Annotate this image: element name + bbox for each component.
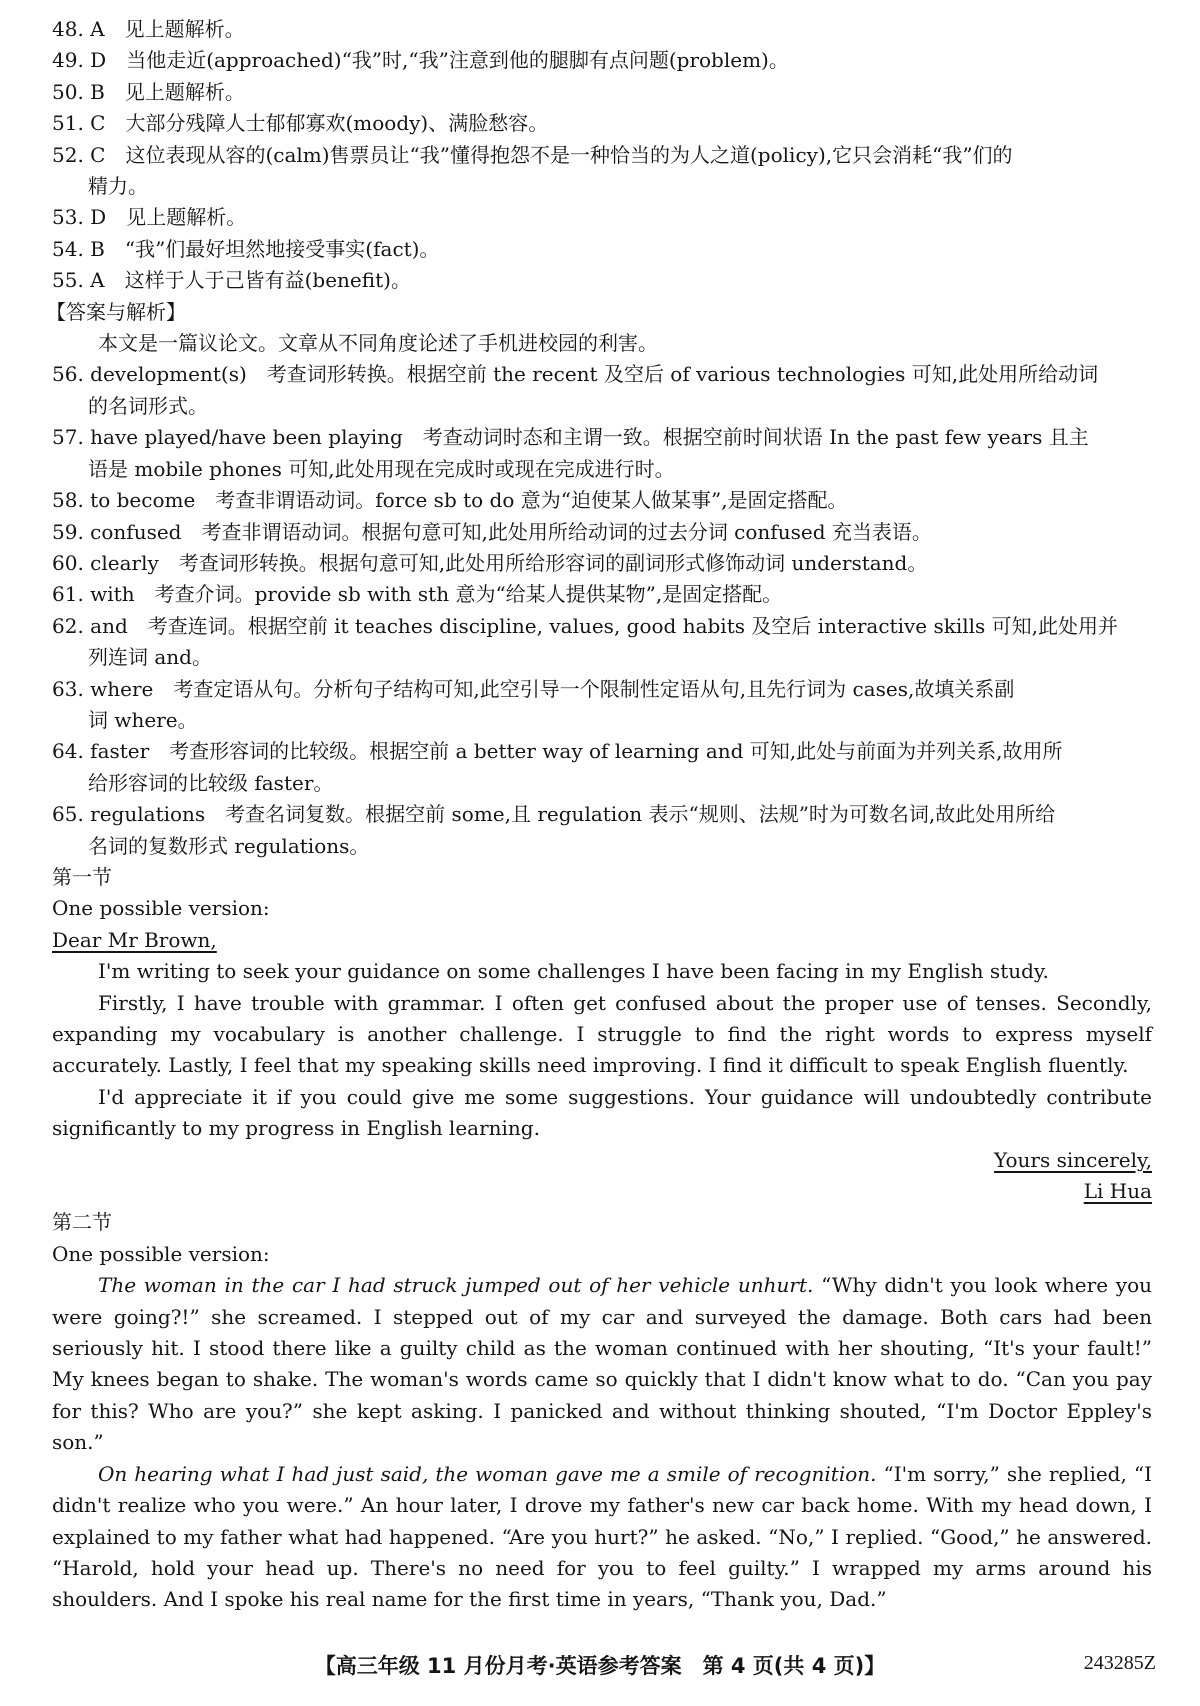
answer-line: 56. development(s) 考查词形转换。根据空前 the recent 及空后 of various technologies 可知,此处用所给动词 [52, 362, 1099, 387]
section-header: 【答案与解析】 [46, 299, 186, 324]
answer-line: 61. with 考查介词。provide sb with sth 意为“给某人提供某物”,是固定搭配。 [52, 582, 783, 607]
answer-line: 50. B 见上题解析。 [52, 79, 245, 104]
answer-line: 54. B “我”们最好坦然地接受事实(fact)。 [52, 236, 440, 261]
answer-line-continued: 精力。 [88, 174, 148, 199]
answer-line: 57. have played/have been playing 考查动词时态和主谓一致。根据空前时间状语 In the past few years 且主 [52, 425, 1089, 450]
answer-line: 52. C 这位表现从容的(calm)售票员让“我”懂得抱怨不是一种恰当的为人之道(policy),它只会消耗“我”们的 [52, 142, 1013, 167]
answer-line-continued: 给形容词的比较级 faster。 [88, 770, 334, 795]
answer-line: 59. confused 考查非谓语动词。根据句意可知,此处用所给动词的过去分词 confused 充当表语。 [52, 519, 932, 544]
answer-line: 64. faster 考查形容词的比较级。根据空前 a better way of learning and 可知,此处与前面为并列关系,故用所 [52, 739, 1063, 764]
answer-line: 51. C 大部分残障人士郁郁寡欢(moody)、满脸愁容。 [52, 111, 549, 136]
paper-code: 243285Z [1083, 1652, 1156, 1674]
answer-line: 49. D 当他走近(approached)“我”时,“我”注意到他的腿脚有点问题(problem)。 [52, 48, 789, 73]
writing-section-1 [52, 862, 1152, 1207]
answer-line: 63. where 考查定语从句。分析句子结构可知,此空引导一个限制性定语从句,且先行词为 cases,故填关系副 [52, 676, 1015, 701]
section-heading: 第一节 [52, 864, 112, 889]
letter-paragraph: I'd appreciate it if you could give me some suggestions. Your guidance will undoubtedly contribute significantly to my progress in English learning. [52, 1084, 1152, 1141]
writing-section-2 [52, 1207, 1152, 1615]
answer-line: 60. clearly 考查词形转换。根据句意可知,此处用所给形容词的副词形式修饰动词 understand。 [52, 550, 928, 575]
answer-line-continued: 名词的复数形式 regulations。 [88, 833, 370, 858]
answer-line-continued: 的名词形式。 [88, 393, 208, 418]
given-opening-sentence: The woman in the car I had struck jumped out of her vehicle unhurt. [98, 1273, 814, 1298]
answer-line: 48. A 见上题解析。 [52, 17, 245, 41]
answer-line-continued: 语是 mobile phones 可知,此处用现在完成时或现在完成进行时。 [88, 456, 675, 481]
answer-line-continued: 列连词 and。 [88, 645, 212, 670]
version-label: One possible version: [52, 896, 270, 921]
given-opening-sentence: On hearing what I had just said, the woman gave me a smile of recognition. [98, 1461, 877, 1486]
letter-paragraph: Firstly, I have trouble with grammar. I often get confused about the proper use of tenses. Secondly, expanding my vocabulary is another challenge. I struggle to find the right words to express myself accurately. Lastly, I feel that my speaking skills need improving. I find it difficult to speak English fluently. [52, 990, 1152, 1078]
answer-line: 53. D 见上题解析。 [52, 205, 247, 230]
letter-paragraph: I'm writing to seek your guidance on some challenges I have been facing in my English study. [98, 959, 1049, 984]
answer-key-page [46, 14, 1152, 1616]
passage-intro: 本文是一篇议论文。文章从不同角度论述了手机进校园的利害。 [98, 331, 658, 356]
answer-line: 65. regulations 考查名词复数。根据空前 some,且 regulation 表示“规则、法规”时为可数名词,故此处用所给 [52, 802, 1056, 827]
page-footer: 【高三年级 11 月份月考·英语参考答案 第 4 页(共 4 页)】 [314, 1654, 886, 1678]
story-text: “I'm sorry,” she replied, “I didn't realize who you were.” An hour later, I drove my father's new car back home. With my head down, I explained to my father what had happened. “Are you hurt?” he asked. “No,” I replied. “Good,” he answered. “Harold, hold your head up. There's no need for you to feel guilty.” I wrapped my arms around his shoulders. And I spoke his real name for the first time in years, “Thank you, Dad.” [52, 1461, 1152, 1612]
answer-line: 55. A 这样于人于己皆有益(benefit)。 [52, 268, 411, 293]
answers-56-65 [52, 359, 1152, 862]
letter-closing: Yours sincerely, [994, 1147, 1152, 1172]
story-paragraph [52, 1270, 1152, 1458]
letter-salutation: Dear Mr Brown, [52, 927, 217, 952]
answers-48-55 [52, 14, 1152, 297]
story-paragraph [52, 1459, 1152, 1616]
letter-signature: Li Hua [1083, 1179, 1152, 1204]
answer-line-continued: 词 where。 [88, 707, 198, 732]
answer-line: 58. to become 考查非谓语动词。force sb to do 意为“迫使某人做某事”,是固定搭配。 [52, 488, 848, 513]
section-heading: 第二节 [52, 1210, 112, 1235]
version-label: One possible version: [52, 1241, 270, 1266]
story-text: “Why didn't you look where you were going?!” she screamed. I stepped out of my car and surveyed the damage. Both cars had been seriously hit. I stood there like a guilty child as the woman continued with her shouting, “It's your fault!” My knees began to shake. The woman's words came so quickly that I didn't know what to do. “Can you pay for this? Who are you?” she kept asking. I panicked and without thinking shouted, “I'm Doctor Eppley's son.” [52, 1273, 1152, 1455]
answer-line: 62. and 考查连词。根据空前 it teaches discipline, values, good habits 及空后 interactive skills 可知,此处用并 [52, 613, 1119, 638]
